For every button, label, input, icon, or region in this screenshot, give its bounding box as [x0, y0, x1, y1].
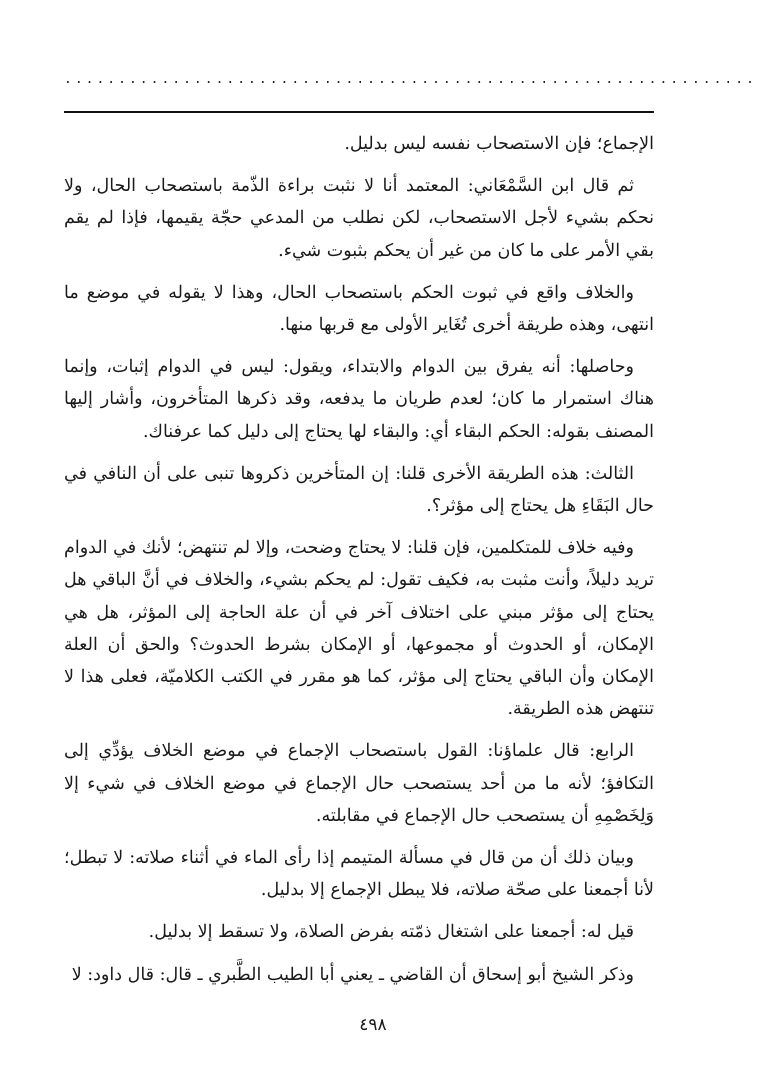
- paragraph: وحاصلها: أنه يفرق بين الدوام والابتداء، ويقول: ليس في الدوام إثبات، وإنما هناك استمرار ما كان؛ لعدم طريان ما يدفعه، وقد ذكرها المتأخرون، وأشار إليها المصنف بقوله: الحكم البقاء أي: والبقاء لها يحتاج إلى دليل كما عرفناك.: [64, 357, 654, 442]
- header-dotted-line: ................................................................: [64, 72, 757, 87]
- body-text: [64, 128, 654, 1001]
- paragraph: الرابع: قال علماؤنا: القول باستصحاب الإجماع في موضع الخلاف يؤدِّي إلى التكافؤ؛ لأنه ما من أحد يستصحب حال الإجماع في موضع الخلاف في شيء إلا وَلِخَصْمِهِ أن يستصحب حال الإجماع في مقابلته.: [64, 741, 654, 826]
- paragraph: الإجماع؛ فإن الاستصحاب نفسه ليس بدليل.: [344, 134, 654, 154]
- paragraph: الثالث: هذه الطريقة الأخرى قلنا: إن المتأخرين ذكروها تنبى على أن النافي في حال البَقَاءِ هل يحتاج إلى مؤثر؟.: [64, 463, 654, 517]
- paragraph: ثم قال ابن السَّمْعَاني: المعتمد أنا لا نثبت براءة الذّمة باستصحاب الحال، ولا نحكم بشيء لأجل الاستصحاب، لكن نطلب من المدعي حجّة يقيمها، فإذا لم يقم بقي الأمر على ما كان من غير أن يحكم بثبوت شيء.: [64, 176, 654, 261]
- paragraph: وذكر الشيخ أبو إسحاق أن القاضي ـ يعني أبا الطيب الطَّبري ـ قال: قال داود: لا: [71, 964, 634, 985]
- header-rule: [64, 111, 654, 113]
- page-number: ٤٩٨: [359, 1015, 387, 1035]
- paragraph: والخلاف واقع في ثبوت الحكم باستصحاب الحال، وهذا لا يقوله في موضع ما انتهى، وهذه طريقة أخرى تُغَاير الأولى مع قربها منها.: [64, 282, 654, 336]
- paragraph: وبيان ذلك أن من قال في مسألة المتيمم إذا رأى الماء في أثناء صلاته: لا تبطل؛ لأنا أجمعنا على صحّة صلاته، فلا يبطل الإجماع إلا بدليل.: [64, 848, 654, 901]
- paragraph: وفيه خلاف للمتكلمين، فإن قلنا: لا يحتاج وضحت، وإلا لم تنتهض؛ لأنك في الدوام تريد دليلاً، وأنت مثبت به، فكيف تقول: لم يحكم بشيء، والخلاف في أنَّ الباقي هل يحتاج إلى مؤثر مبني على اختلاف آخر في أن علة الحاجة إلى المؤثر، هل هي الإمكان، أو الحدوث أو مجموعها، أو الإمكان بشرط الحدوث؟ والحق أن العلة الإمكان وأن الباقي يحتاج إلى مؤثر، كما هو مقرر في الكتب الكلاميّة، فعلى هذا لا تنتهض هذه الطريقة.: [64, 538, 654, 720]
- paragraph: قيل له: أجمعنا على اشتغال ذمّته بفرض الصلاة، ولا تسقط إلا بدليل.: [148, 922, 634, 943]
